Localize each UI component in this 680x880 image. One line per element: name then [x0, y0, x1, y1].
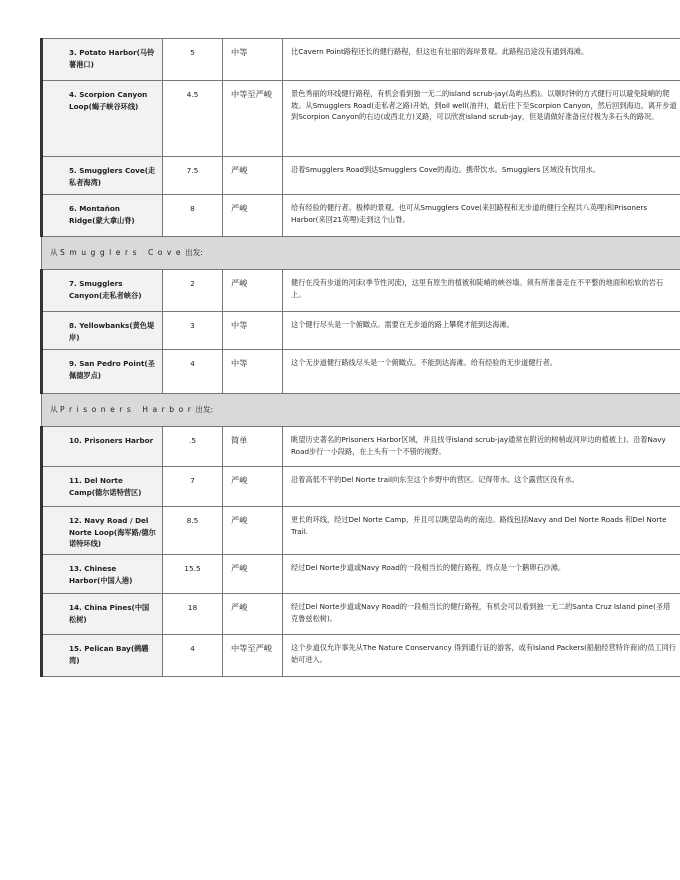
trail-name: 13. Chinese Harbor(中国人港): [69, 564, 133, 585]
table-row: [42, 157, 680, 195]
trail-distance: 7: [163, 467, 223, 507]
trail-difficulty: 严峻: [223, 594, 283, 635]
trail-description: 景色秀丽的环线健行路程，有机会看到独一无二的island scrub-jay(岛屿丛鸦)。以顺时钟的方式健行可以避免陡峭的爬坡。从Smugglers Road(走私者之路)开始，到oil well(油井)，最后往下至Scorpion Canyon，然后回到海边。离开步道到Scorpion Canyon的右边(或西北方)叉路，可以欣赏island scrub-jay，但是请做好准备应付极为多石头的路况。: [283, 81, 680, 157]
trail-name: 11. Del Norte Camp(德尔诺特营区): [69, 476, 142, 497]
trail-difficulty: 中等: [223, 39, 283, 81]
trail-distance: 7.5: [163, 157, 223, 195]
section-prefix: 从: [50, 404, 58, 414]
trail-difficulty: 严峻: [223, 507, 283, 555]
trail-description: 经过Del Norte步道或Navy Road的一段相当长的健行路程，有机会可以看到独一无二的Santa Cruz Island pine(圣塔克鲁兹松树)。: [283, 594, 680, 635]
trail-name: 5. Smugglers Cove(走私者海湾): [69, 166, 156, 187]
trail-name: 9. San Pedro Point(圣佩德罗点): [69, 359, 155, 380]
trail-name: 6. Montañon Ridge(蒙大拿山脊): [69, 204, 135, 225]
trail-distance: 4: [163, 350, 223, 394]
trail-name: 14. China Pines(中国松树): [69, 603, 150, 624]
trail-distance: 4: [163, 635, 223, 677]
trail-distance: 5: [163, 39, 223, 81]
trail-difficulty: 严峻: [223, 195, 283, 237]
table-row: [42, 555, 680, 594]
table-row: [42, 427, 680, 467]
trail-distance: 4.5: [163, 81, 223, 157]
table-row: [42, 312, 680, 350]
trail-description: 比Cavern Point路程还长的健行路程，但这也有壮丽的海岸景观。此路程沿途没有通到海滩。: [283, 39, 680, 81]
trail-description: 这个健行尽头是一个俯瞰点。需要在无步道的路上攀爬才能到达海滩。: [283, 312, 680, 350]
trail-name: 3. Potato Harbor(马铃薯港口): [69, 48, 155, 69]
trail-name: 8. Yellowbanks(黄色堤岸): [69, 321, 155, 342]
trail-description: 眺望历史著名的Prisoners Harbor区域，并且找寻island scrub-jay通常在附近的树梢或河岸边的植被上)。沿着Navy Road步行一小段路，在上头有一个不错的视野。: [283, 427, 680, 467]
section-header-prisoners-harbor: [42, 394, 680, 427]
table-row: [42, 467, 680, 507]
trail-difficulty: 中等: [223, 312, 283, 350]
trail-distance: 18: [163, 594, 223, 635]
trail-description: 给有经验的健行者。极棒的景观。也可从Smugglers Cove(来回路程和无步道的健行全程共八英哩)和Prisoners Harbor(来回21英哩)走到这个山脊。: [283, 195, 680, 237]
table-row: [42, 39, 680, 81]
trail-difficulty: 中等: [223, 350, 283, 394]
trail-distance: .5: [163, 427, 223, 467]
trail-distance: 15.5: [163, 555, 223, 594]
trail-description: 健行在没有步道的河床(季节性河流)，这里有原生的植被和陡峭的峡谷墙。须有所准备走在不平整的地面和松软的岩石上。: [283, 270, 680, 312]
table-row: [42, 507, 680, 555]
trail-description: 这个无步道健行路线尽头是一个俯瞰点。不能到达海滩。给有经验的无步道健行者。: [283, 350, 680, 394]
section-prefix: 从: [50, 247, 58, 257]
trail-name: 7. Smugglers Canyon(走私者峡谷): [69, 279, 142, 300]
trail-difficulty: 中等至严峻: [223, 81, 283, 157]
trail-distance: 8: [163, 195, 223, 237]
hiking-trails-table: [40, 38, 680, 677]
trail-description: 更长的环线，经过Del Norte Camp，并且可以眺望岛屿的南边。路线包括Navy and Del Norte Roads 和Del Norte Trail.: [283, 507, 680, 555]
trail-name: 4. Scorpion Canyon Loop(蝎子峡谷环线): [69, 90, 148, 111]
section-place: Smugglers Cove: [60, 247, 186, 257]
trail-difficulty: 中等至严峻: [223, 635, 283, 677]
section-header-smugglers-cove: [42, 237, 680, 270]
trail-description: 经过Del Norte步道或Navy Road的一段相当长的健行路程，终点是一个鹅卵石沙滩。: [283, 555, 680, 594]
section-place: Prisoners Harbor: [60, 404, 196, 414]
trail-distance: 2: [163, 270, 223, 312]
trail-name: 15. Pelican Bay(鹈鹕湾): [69, 644, 149, 665]
trail-difficulty: 严峻: [223, 157, 283, 195]
table-row: [42, 594, 680, 635]
trail-name: 12. Navy Road / Del Norte Loop(海军路/德尔诺特环线): [69, 516, 156, 549]
trail-name: 10. Prisoners Harbor: [69, 436, 154, 445]
table-row: [42, 195, 680, 237]
table-row: [42, 350, 680, 394]
trail-description: 沿着Smugglers Road到达Smugglers Cove的海边。携带饮水。Smugglers 区域没有饮用水。: [283, 157, 680, 195]
trail-description: 这个步道仅允许事先从The Nature Conservancy 得到通行证的游客，或有Island Packers(船舶经营特许商)的员工同行始可进入。: [283, 635, 680, 677]
trail-distance: 3: [163, 312, 223, 350]
trail-difficulty: 严峻: [223, 467, 283, 507]
trail-difficulty: 简单: [223, 427, 283, 467]
section-suffix: 出发:: [185, 247, 203, 257]
trail-difficulty: 严峻: [223, 555, 283, 594]
trail-difficulty: 严峻: [223, 270, 283, 312]
trail-distance: 8.5: [163, 507, 223, 555]
table-row: [42, 270, 680, 312]
table-row: [42, 81, 680, 157]
table-row: [42, 635, 680, 677]
section-suffix: 出发:: [195, 404, 214, 414]
trail-description: 沿着高低不平的Del Norte trail向东至这个乡野中的营区。记得带水。这个露营区没有水。: [283, 467, 680, 507]
